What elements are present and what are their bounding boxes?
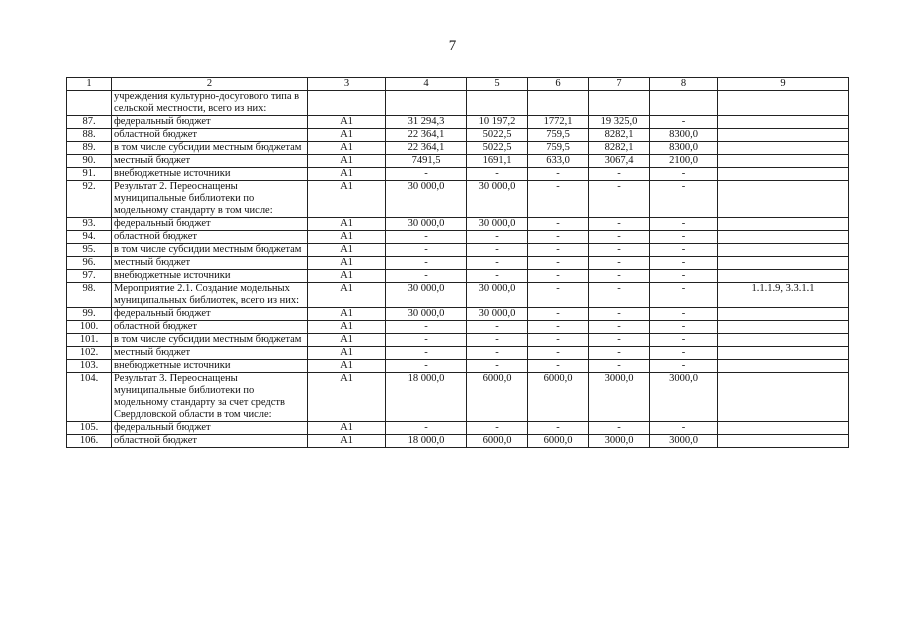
row-number-cell xyxy=(67,91,112,116)
value-cell-total: - xyxy=(386,231,467,244)
item-name-cell: внебюджетные источники xyxy=(112,270,308,283)
table-row xyxy=(67,129,849,142)
value-cell-year-2: - xyxy=(528,360,589,373)
value-cell-year-2: 6000,0 xyxy=(528,435,589,448)
value-cell-year-2: - xyxy=(528,270,589,283)
value-cell-year-3: - xyxy=(589,231,650,244)
column-header: 2 xyxy=(112,78,308,91)
value-cell-year-4: - xyxy=(650,257,718,270)
code-cell: А1 xyxy=(308,181,386,218)
value-cell-total: - xyxy=(386,270,467,283)
value-cell-year-2: 759,5 xyxy=(528,142,589,155)
item-name-cell: местный бюджет xyxy=(112,257,308,270)
code-cell: А1 xyxy=(308,321,386,334)
value-cell-year-2: 759,5 xyxy=(528,129,589,142)
code-cell: А1 xyxy=(308,257,386,270)
value-cell-year-4: 8300,0 xyxy=(650,142,718,155)
code-cell: А1 xyxy=(308,334,386,347)
value-cell-year-3: 3067,4 xyxy=(589,155,650,168)
code-cell: А1 xyxy=(308,168,386,181)
reference-cell: 1.1.1.9, 3.3.1.1 xyxy=(718,283,849,308)
reference-cell xyxy=(718,435,849,448)
value-cell-year-3: 8282,1 xyxy=(589,142,650,155)
value-cell-year-3: - xyxy=(589,218,650,231)
row-number-cell: 96. xyxy=(67,257,112,270)
value-cell-year-4: - xyxy=(650,283,718,308)
reference-cell xyxy=(718,231,849,244)
item-name-cell: внебюджетные источники xyxy=(112,168,308,181)
value-cell-year-1: 5022,5 xyxy=(467,129,528,142)
row-number-cell: 105. xyxy=(67,422,112,435)
item-name-cell: федеральный бюджет xyxy=(112,422,308,435)
value-cell-year-1: 5022,5 xyxy=(467,142,528,155)
code-cell: А1 xyxy=(308,283,386,308)
table-row xyxy=(67,218,849,231)
table-row xyxy=(67,373,849,422)
table-row xyxy=(67,142,849,155)
value-cell-year-4: - xyxy=(650,347,718,360)
value-cell-year-2: - xyxy=(528,257,589,270)
value-cell-year-2: - xyxy=(528,347,589,360)
value-cell-year-1: - xyxy=(467,321,528,334)
value-cell-year-1: - xyxy=(467,422,528,435)
value-cell-year-4: - xyxy=(650,218,718,231)
reference-cell xyxy=(718,422,849,435)
value-cell-year-3: - xyxy=(589,283,650,308)
value-cell-year-2: - xyxy=(528,308,589,321)
value-cell-year-4: - xyxy=(650,244,718,257)
reference-cell xyxy=(718,308,849,321)
column-header: 6 xyxy=(528,78,589,91)
row-number-cell: 89. xyxy=(67,142,112,155)
value-cell-year-1: - xyxy=(467,347,528,360)
value-cell-total: 30 000,0 xyxy=(386,283,467,308)
item-name-cell: внебюджетные источники xyxy=(112,360,308,373)
row-number-cell: 100. xyxy=(67,321,112,334)
item-name-cell: в том числе субсидии местным бюджетам xyxy=(112,142,308,155)
budget-table xyxy=(66,77,849,448)
value-cell-year-2 xyxy=(528,91,589,116)
value-cell-year-1: 30 000,0 xyxy=(467,218,528,231)
table-row xyxy=(67,360,849,373)
item-name-cell: местный бюджет xyxy=(112,347,308,360)
reference-cell xyxy=(718,155,849,168)
value-cell-year-4: 8300,0 xyxy=(650,129,718,142)
value-cell-year-1: 6000,0 xyxy=(467,373,528,422)
code-cell: А1 xyxy=(308,155,386,168)
value-cell-total: - xyxy=(386,422,467,435)
row-number-cell: 98. xyxy=(67,283,112,308)
item-name-cell: в том числе субсидии местным бюджетам xyxy=(112,334,308,347)
value-cell-year-3: 3000,0 xyxy=(589,373,650,422)
value-cell-year-1 xyxy=(467,91,528,116)
value-cell-total: 30 000,0 xyxy=(386,308,467,321)
value-cell-year-1: 30 000,0 xyxy=(467,308,528,321)
value-cell-total: 18 000,0 xyxy=(386,373,467,422)
row-number-cell: 102. xyxy=(67,347,112,360)
table-row xyxy=(67,181,849,218)
value-cell-year-2: - xyxy=(528,218,589,231)
reference-cell xyxy=(718,181,849,218)
reference-cell xyxy=(718,218,849,231)
value-cell-total: 30 000,0 xyxy=(386,181,467,218)
value-cell-year-2: - xyxy=(528,244,589,257)
value-cell-year-1: - xyxy=(467,257,528,270)
table-row xyxy=(67,422,849,435)
item-name-cell: областной бюджет xyxy=(112,129,308,142)
row-number-cell: 90. xyxy=(67,155,112,168)
value-cell-year-3: - xyxy=(589,168,650,181)
value-cell-year-1: - xyxy=(467,231,528,244)
value-cell-year-1: 1691,1 xyxy=(467,155,528,168)
item-name-cell: областной бюджет xyxy=(112,231,308,244)
code-cell: А1 xyxy=(308,373,386,422)
code-cell: А1 xyxy=(308,435,386,448)
value-cell-total: - xyxy=(386,360,467,373)
value-cell-total: 30 000,0 xyxy=(386,218,467,231)
reference-cell xyxy=(718,321,849,334)
value-cell-year-4: 3000,0 xyxy=(650,435,718,448)
value-cell-year-3: - xyxy=(589,321,650,334)
value-cell-year-1: 30 000,0 xyxy=(467,181,528,218)
column-header-row xyxy=(67,78,849,91)
value-cell-total: - xyxy=(386,334,467,347)
value-cell-year-2: - xyxy=(528,168,589,181)
row-number-cell: 106. xyxy=(67,435,112,448)
row-number-cell: 101. xyxy=(67,334,112,347)
value-cell-year-3: 3000,0 xyxy=(589,435,650,448)
item-name-cell: Результат 2. Переоснащены муниципальные библиотеки по модельному стандарту в том числе: xyxy=(112,181,308,218)
table-row xyxy=(67,91,849,116)
value-cell-year-2: - xyxy=(528,231,589,244)
row-number-cell: 94. xyxy=(67,231,112,244)
value-cell-year-3: - xyxy=(589,347,650,360)
table-row xyxy=(67,283,849,308)
value-cell-year-3 xyxy=(589,91,650,116)
item-name-cell: федеральный бюджет xyxy=(112,308,308,321)
column-header: 5 xyxy=(467,78,528,91)
row-number-cell: 91. xyxy=(67,168,112,181)
column-header: 7 xyxy=(589,78,650,91)
table-row xyxy=(67,347,849,360)
value-cell-total: 31 294,3 xyxy=(386,116,467,129)
reference-cell xyxy=(718,257,849,270)
code-cell: А1 xyxy=(308,308,386,321)
table-row xyxy=(67,321,849,334)
reference-cell xyxy=(718,129,849,142)
item-name-cell: Результат 3. Переоснащены муниципальные библиотеки по модельному стандарту за счет средств Свердловской области в том числе: xyxy=(112,373,308,422)
value-cell-year-4: - xyxy=(650,231,718,244)
column-header: 9 xyxy=(718,78,849,91)
item-name-cell: учреждения культурно-досугового типа в сельской местности, всего из них: xyxy=(112,91,308,116)
value-cell-year-1: - xyxy=(467,360,528,373)
value-cell-year-3: - xyxy=(589,422,650,435)
page-number: 7 xyxy=(448,38,457,54)
table-row xyxy=(67,270,849,283)
reference-cell xyxy=(718,116,849,129)
row-number-cell: 104. xyxy=(67,373,112,422)
row-number-cell: 92. xyxy=(67,181,112,218)
value-cell-year-4: - xyxy=(650,168,718,181)
item-name-cell: областной бюджет xyxy=(112,435,308,448)
value-cell-year-4: - xyxy=(650,321,718,334)
value-cell-year-2: - xyxy=(528,334,589,347)
value-cell-total: - xyxy=(386,257,467,270)
value-cell-year-2: - xyxy=(528,181,589,218)
value-cell-year-1: - xyxy=(467,168,528,181)
column-header: 4 xyxy=(386,78,467,91)
value-cell-year-4: - xyxy=(650,422,718,435)
reference-cell xyxy=(718,347,849,360)
code-cell: А1 xyxy=(308,244,386,257)
value-cell-year-4: - xyxy=(650,360,718,373)
table-row xyxy=(67,116,849,129)
reference-cell xyxy=(718,334,849,347)
value-cell-total: - xyxy=(386,347,467,360)
value-cell-year-4: - xyxy=(650,181,718,218)
item-name-cell: местный бюджет xyxy=(112,155,308,168)
item-name-cell: областной бюджет xyxy=(112,321,308,334)
value-cell-year-1: 30 000,0 xyxy=(467,283,528,308)
value-cell-year-4: - xyxy=(650,334,718,347)
value-cell-year-3: 8282,1 xyxy=(589,129,650,142)
code-cell: А1 xyxy=(308,360,386,373)
code-cell: А1 xyxy=(308,116,386,129)
table-row xyxy=(67,435,849,448)
table-row xyxy=(67,168,849,181)
code-cell: А1 xyxy=(308,129,386,142)
code-cell: А1 xyxy=(308,231,386,244)
reference-cell xyxy=(718,270,849,283)
value-cell-year-1: - xyxy=(467,244,528,257)
row-number-cell: 93. xyxy=(67,218,112,231)
value-cell-year-1: - xyxy=(467,270,528,283)
table-row xyxy=(67,231,849,244)
item-name-cell: федеральный бюджет xyxy=(112,116,308,129)
value-cell-year-3: 19 325,0 xyxy=(589,116,650,129)
item-name-cell: в том числе субсидии местным бюджетам xyxy=(112,244,308,257)
column-header: 8 xyxy=(650,78,718,91)
row-number-cell: 99. xyxy=(67,308,112,321)
code-cell xyxy=(308,91,386,116)
value-cell-year-4: 3000,0 xyxy=(650,373,718,422)
value-cell-year-2: 633,0 xyxy=(528,155,589,168)
value-cell-year-2: - xyxy=(528,422,589,435)
value-cell-year-4: 2100,0 xyxy=(650,155,718,168)
row-number-cell: 87. xyxy=(67,116,112,129)
item-name-cell: Мероприятие 2.1. Создание модельных муниципальных библиотек, всего из них: xyxy=(112,283,308,308)
value-cell-year-3: - xyxy=(589,181,650,218)
value-cell-year-1: - xyxy=(467,334,528,347)
table-row xyxy=(67,308,849,321)
value-cell-year-4 xyxy=(650,91,718,116)
reference-cell xyxy=(718,91,849,116)
code-cell: А1 xyxy=(308,270,386,283)
value-cell-year-3: - xyxy=(589,257,650,270)
value-cell-total: - xyxy=(386,244,467,257)
value-cell-total xyxy=(386,91,467,116)
value-cell-year-1: 6000,0 xyxy=(467,435,528,448)
value-cell-total: - xyxy=(386,168,467,181)
value-cell-year-4: - xyxy=(650,308,718,321)
reference-cell xyxy=(718,168,849,181)
column-header: 3 xyxy=(308,78,386,91)
value-cell-year-3: - xyxy=(589,308,650,321)
value-cell-year-2: 1772,1 xyxy=(528,116,589,129)
value-cell-total: - xyxy=(386,321,467,334)
value-cell-year-3: - xyxy=(589,334,650,347)
value-cell-total: 7491,5 xyxy=(386,155,467,168)
row-number-cell: 97. xyxy=(67,270,112,283)
value-cell-total: 22 364,1 xyxy=(386,129,467,142)
reference-cell xyxy=(718,142,849,155)
value-cell-total: 22 364,1 xyxy=(386,142,467,155)
value-cell-year-3: - xyxy=(589,244,650,257)
code-cell: А1 xyxy=(308,347,386,360)
table-row xyxy=(67,155,849,168)
value-cell-year-3: - xyxy=(589,270,650,283)
value-cell-year-2: - xyxy=(528,283,589,308)
code-cell: А1 xyxy=(308,422,386,435)
value-cell-year-4: - xyxy=(650,116,718,129)
table-row xyxy=(67,334,849,347)
reference-cell xyxy=(718,360,849,373)
table-row xyxy=(67,244,849,257)
value-cell-year-2: - xyxy=(528,321,589,334)
reference-cell xyxy=(718,373,849,422)
table-body xyxy=(67,78,849,448)
row-number-cell: 103. xyxy=(67,360,112,373)
column-header: 1 xyxy=(67,78,112,91)
row-number-cell: 88. xyxy=(67,129,112,142)
value-cell-year-2: 6000,0 xyxy=(528,373,589,422)
row-number-cell: 95. xyxy=(67,244,112,257)
item-name-cell: федеральный бюджет xyxy=(112,218,308,231)
value-cell-year-4: - xyxy=(650,270,718,283)
code-cell: А1 xyxy=(308,218,386,231)
value-cell-year-3: - xyxy=(589,360,650,373)
value-cell-year-1: 10 197,2 xyxy=(467,116,528,129)
code-cell: А1 xyxy=(308,142,386,155)
table-row xyxy=(67,257,849,270)
value-cell-total: 18 000,0 xyxy=(386,435,467,448)
reference-cell xyxy=(718,244,849,257)
